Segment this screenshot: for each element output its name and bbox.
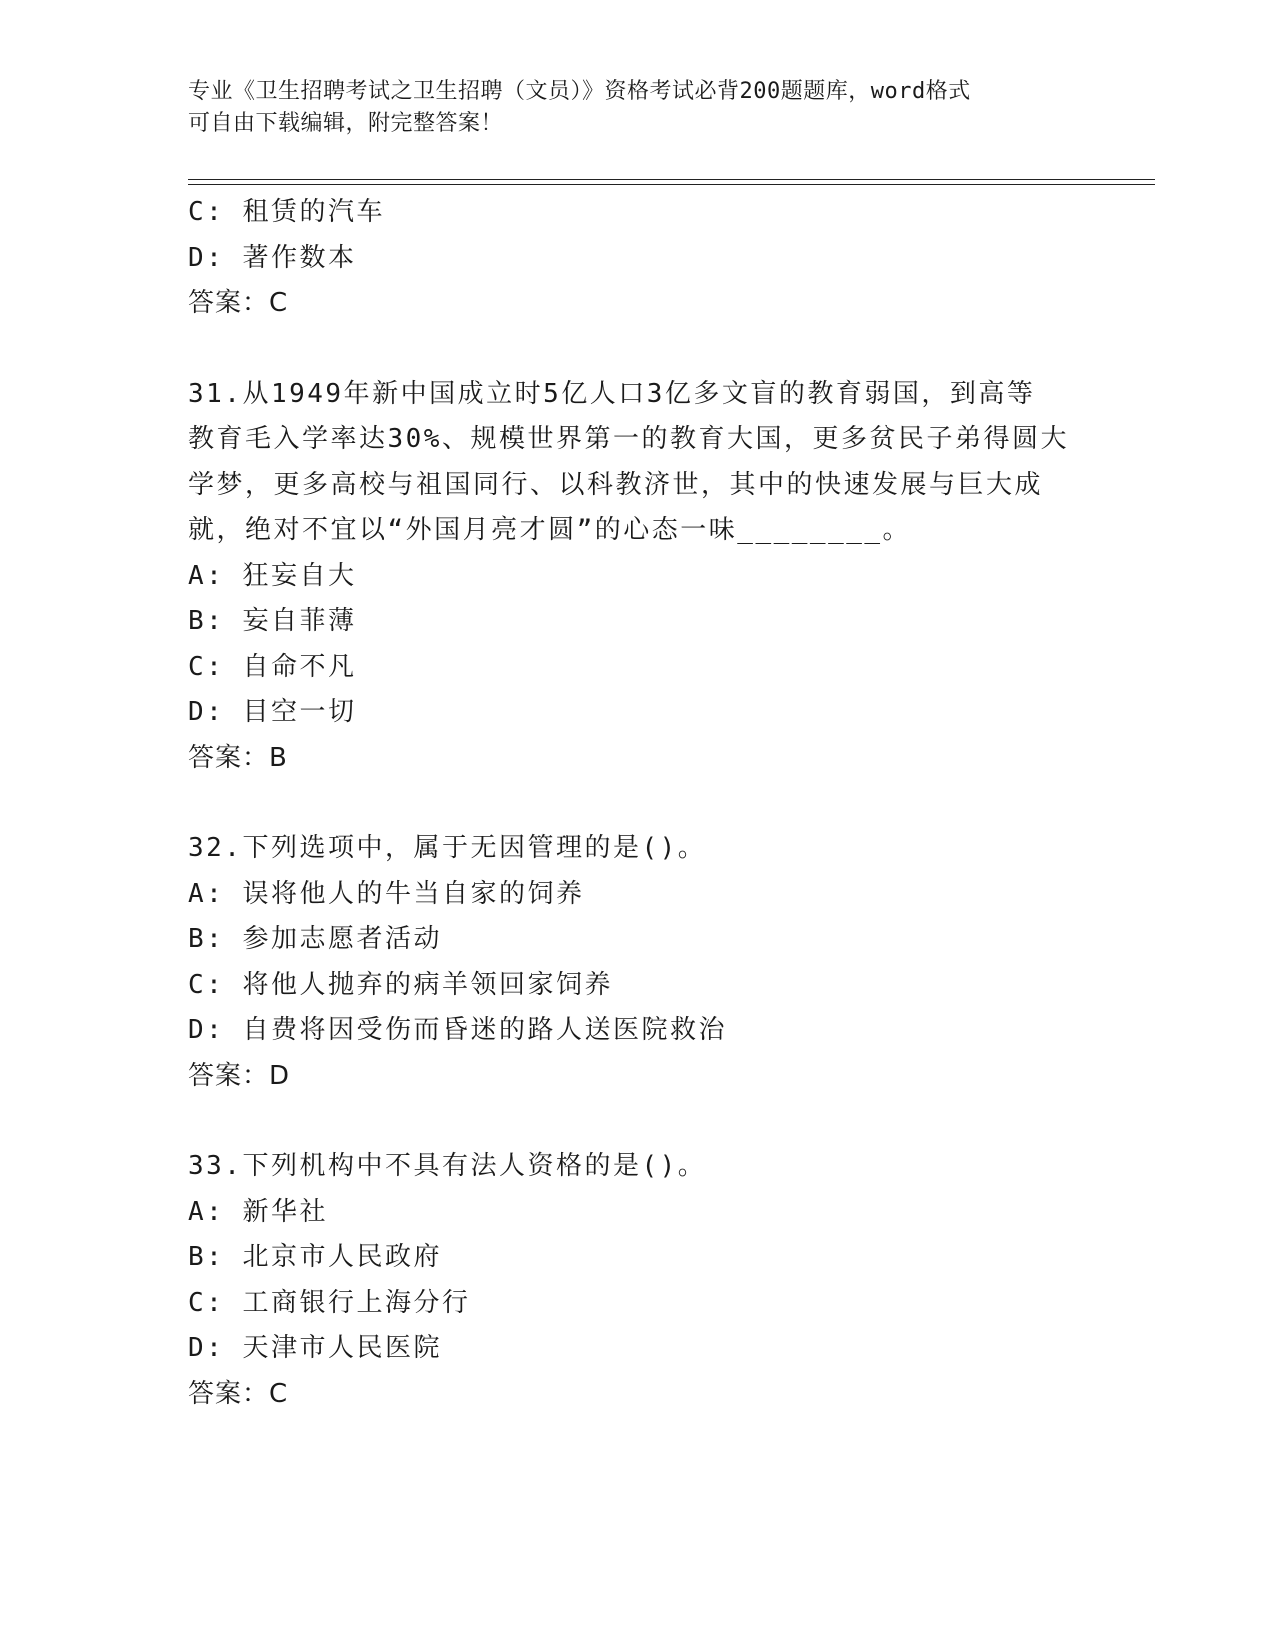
option-a: A: 误将他人的牛当自家的饲养 [188, 878, 585, 909]
previous-question-tail [188, 190, 1088, 327]
header-divider-top [188, 179, 1155, 180]
option-c: C: 将他人抛弃的病羊领回家饲养 [188, 969, 613, 1000]
answer-line: 答案：C [188, 288, 289, 318]
document-header [188, 76, 1088, 140]
stem-line: 教育毛入学率达30%、规模世界第一的教育大国，更多贫民子弟得圆大 [188, 424, 1069, 454]
answer-line: 答案：D [188, 1060, 291, 1091]
question-stem: 32.下列选项中，属于无因管理的是()。 [188, 833, 707, 863]
header-divider-bottom [188, 184, 1155, 185]
option-c: C: 工商银行上海分行 [188, 1287, 471, 1318]
stem-line: 就，绝对不宜以“外国月亮才圆”的心态一味________。 [188, 515, 912, 545]
option-b: B: 参加志愿者活动 [188, 924, 442, 954]
option-d: D: 自费将因受伤而昏迷的路人送医院救治 [188, 1015, 727, 1045]
stem-line: 学梦，更多高校与祖国同行、以科教济世，其中的快速发展与巨大成 [188, 469, 1044, 500]
header-line-2: 可自由下载编辑，附完整答案！ [188, 111, 504, 136]
question-33 [188, 1144, 1088, 1417]
option-c: C: 租赁的汽车 [188, 197, 385, 227]
question-31 [188, 372, 1088, 782]
question-stem [188, 372, 1088, 554]
answer-line: 答案：B [188, 742, 288, 773]
question-32 [188, 826, 1088, 1099]
option-a: A: 狂妄自大 [188, 560, 357, 591]
option-d: D: 天津市人民医院 [188, 1333, 442, 1363]
stem-line: 31.从1949年新中国成立时5亿人口3亿多文盲的教育弱国，到高等 [188, 378, 1036, 409]
option-a: A: 新华社 [188, 1196, 328, 1227]
option-d: D: 著作数本 [188, 242, 357, 273]
header-line-1: 专业《卫生招聘考试之卫生招聘（文员）》资格考试必背200题题库，word格式 [188, 79, 971, 104]
option-c: C: 自命不凡 [188, 651, 357, 682]
question-stem: 33.下列机构中不具有法人资格的是()。 [188, 1151, 707, 1181]
answer-line: 答案：C [188, 1378, 289, 1409]
option-d: D: 目空一切 [188, 697, 357, 727]
question-list [188, 190, 1088, 1417]
option-b: B: 妄自菲薄 [188, 606, 357, 636]
option-b: B: 北京市人民政府 [188, 1242, 442, 1272]
